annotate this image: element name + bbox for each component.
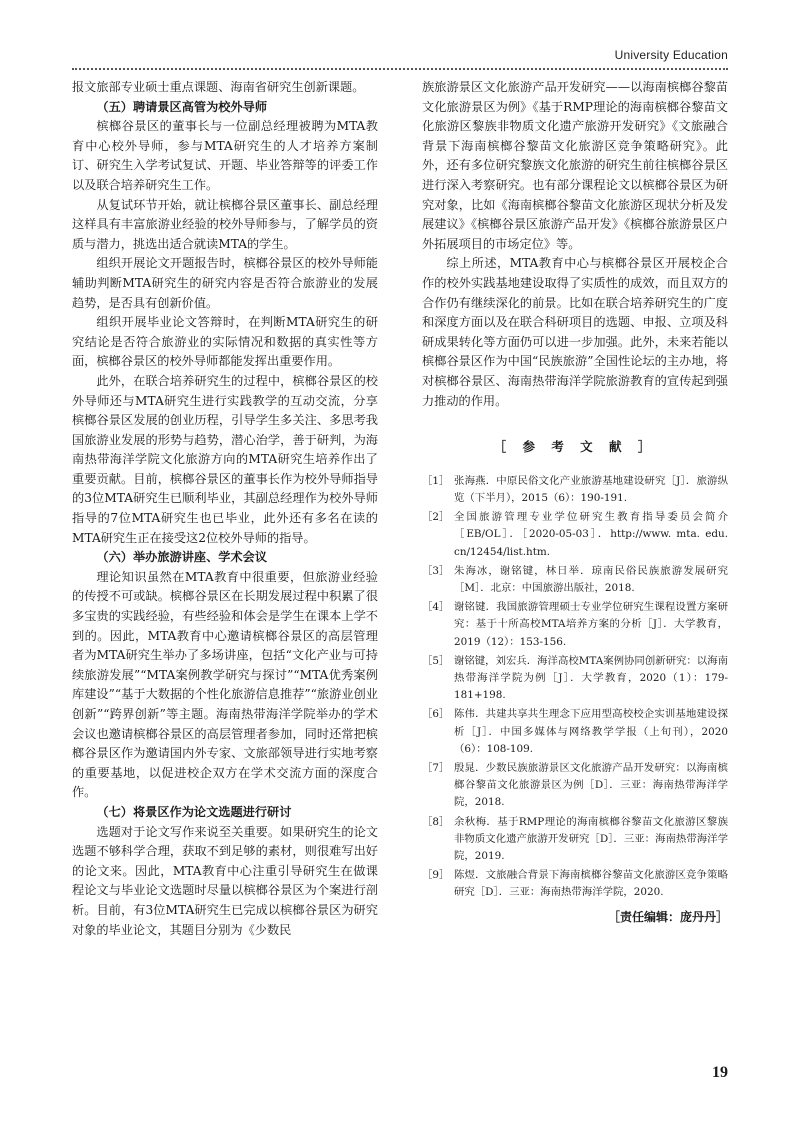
reference-item: [422, 473, 728, 507]
section-5-paragraph: 从复试环节开始，就让槟榔谷景区董事长、副总经理这样具有丰富旅游业经验的校外导师参与，了解学员的资质与潜力，挑选出适合就读MTA的学生。: [72, 197, 378, 251]
reference-item: [422, 653, 728, 705]
reference-number: ［8］: [422, 815, 450, 828]
reference-text: 全国旅游管理专业学位研究生教育指导委员会简介［EB/OL］．［2020-05-03］．http://www. mta. edu. cn/12454/list.htm.: [454, 511, 728, 558]
reference-item: [422, 814, 728, 866]
continuation-paragraph: 族旅游景区文化旅游产品开发研究——以海南槟榔谷黎苗文化旅游景区为例》《基于RMP理论的海南槟榔谷黎苗文化旅游区黎族非物质文化遗产旅游开发研究》《文旅融合背景下海南槟榔谷黎苗文化旅游区竞争策略研究》。此外，还有多位研究黎族文化旅游的研究生前往槟榔谷景区进行深入考察研究。也有部分课程论文以槟榔谷景区为研究对象，比如《海南槟榔谷黎苗文化旅游区现状分析及发展建议》《槟榔谷景区旅游产品开发》《槟榔谷旅游景区户外拓展项目的市场定位》等。: [422, 80, 728, 251]
references-list: [422, 473, 728, 902]
reference-item: [422, 706, 728, 758]
reference-text: 谢铭键，刘宏兵．海洋高校MTA案例协同创新研究：以海南热带海洋学院为例［J］．大学教育，2020（1）：179-181+198.: [454, 654, 728, 702]
section-5-paragraph: 组织开展毕业论文答辩时，在判断MTA研究生的研究结论是否符合旅游业的实际情况和数据的真实性等方面，槟榔谷景区的校外导师都能发挥出重要作用。: [72, 315, 378, 369]
page-number: 19: [712, 1064, 728, 1081]
reference-number: ［9］: [422, 869, 450, 882]
left-column: [72, 78, 378, 940]
responsible-editor: ［责任编辑：庞丹丹］: [607, 909, 728, 924]
header-divider: [72, 68, 728, 70]
reference-text: 陈煜．文旅融合背景下海南槟榔谷黎苗文化旅游区竞争策略研究［D］．三亚：海南热带海洋学院，2020.: [454, 869, 728, 899]
section-5-heading: （五）聘请景区高管为校外导师: [96, 99, 268, 114]
conclusion-paragraph: 综上所述，MTA教育中心与槟榔谷景区开展校企合作的校外实践基地建设取得了实质性的成效，而且双方的合作仍有继续深化的前景。比如在联合培养研究生的广度和深度方面以及在联合科研项目的选题、申报、立项及科研成果转化等方面仍可以进一步加强。此外，未来若能以槟榔谷景区作为中国“民族旅游”全国性论坛的主办地，将对槟榔谷景区、海南热带海洋学院旅游教育的宣传起到强力推动的作用。: [422, 256, 728, 408]
intro-paragraph: 报文旅部专业硕士重点课题、海南省研究生创新课题。: [72, 80, 365, 94]
reference-text: 张海燕．中原民俗文化产业旅游基地建设研究［J］．旅游纵览（下半月），2015（6）：190-191.: [454, 474, 728, 504]
section-7-paragraph: 选题对于论文写作来说至关重要。如果研究生的论文选题不够科学合理，获取不到足够的素材，则很难写出好的论文来。因此，MTA教育中心注重引导研究生在做课程论文与毕业论文选题时尽量以槟榔谷景区为个案进行剖析。目前，有3位MTA研究生已完成以槟榔谷景区为研究对象的毕业论文，其题目分别为《少数民: [72, 824, 378, 937]
reference-text: 殷晁．少数民族旅游景区文化旅游产品开发研究：以海南槟榔谷黎苗文化旅游景区为例［D］．三亚：海南热带海洋学院，2018.: [454, 761, 728, 809]
reference-number: ［4］: [422, 601, 450, 614]
reference-number: ［5］: [422, 654, 450, 667]
reference-item: [422, 563, 728, 597]
reference-text: 余秋梅．基于RMP理论的海南槟榔谷黎苗文化旅游区黎族非物质文化遗产旅游开发研究［D］．三亚：海南热带海洋学院，2019.: [454, 815, 728, 862]
section-6-paragraph: 理论知识虽然在MTA教育中很重要，但旅游业经验的传授不可或缺。槟榔谷景区在长期发展过程中积累了很多宝贵的实践经验，有些经验和体会是学生在课本上学不到的。因此，MTA教育中心邀请槟榔谷景区的高层管理者为MTA研究生举办了多场讲座，包括“文化产业与可持续旅游发展”“MTA案例教学研究与探讨”“MTA优秀案例库建设”“基于大数据的个性化旅游信息推荐”“旅游业创业创新”“跨界创新”等主题。海南热带海洋学院举办的学术会议也邀请槟榔谷景区的高层管理者参加，同时还常把槟榔谷景区作为邀请国内外专家、文旅部领导进行实地考察的重要基地，以促进校企双方在学术交流方面的深度合作。: [72, 569, 378, 800]
section-7-heading: （七）将景区作为论文选题进行研讨: [96, 804, 292, 819]
section-5-paragraph: 此外，在联合培养研究生的过程中，槟榔谷景区的校外导师还与MTA研究生进行实践教学的互动交流，分享槟榔谷景区发展的创业历程，引导学生多关注、多思考我国旅游业发展的形势与趋势，潜心治学，善于研判，为海南热带海洋学院文化旅游方向的MTA研究生培养作出了重要贡献。目前，槟榔谷景区的董事长作为校外导师指导的3位MTA研究生已顺利毕业，其副总经理作为校外导师指导的7位MTA研究生也已毕业，此外还有多名在读的MTA研究生正在接受这2位校外导师的指导。: [72, 373, 378, 545]
reference-text: 陈伟．共建共享共生理念下应用型高校校企实训基地建设探析［J］．中国多媒体与网络教学学报（上旬刊），2020（6）：108-109.: [454, 708, 728, 755]
reference-item: [422, 867, 728, 901]
right-column: [422, 78, 728, 927]
journal-name: University Education: [614, 48, 728, 62]
reference-number: ［1］: [422, 474, 450, 487]
section-5-paragraph: 组织开展论文开题报告时，槟榔谷景区的校外导师能辅助判断MTA研究生的研究内容是否符合旅游业的发展趋势，是否具有创新价值。: [72, 256, 378, 310]
reference-item: [422, 599, 728, 651]
reference-number: ［6］: [422, 708, 450, 721]
reference-text: 谢铭键．我国旅游管理硕士专业学位研究生课程设置方案研究：基于十所高校MTA培养方案的分析［J］．大学教育，2019（12）：153-156.: [454, 601, 728, 648]
reference-number: ［2］: [422, 511, 450, 524]
reference-item: [422, 760, 728, 812]
reference-number: ［3］: [422, 564, 450, 577]
section-6-heading: （六）举办旅游讲座、学术会议: [96, 550, 268, 565]
reference-text: 朱海冰，谢铭键，林日举．琼南民俗民族旅游发展研究［M］．北京：中国旅游出版社，2018.: [454, 564, 728, 594]
reference-number: ［7］: [422, 761, 450, 774]
references-heading: ［ 参 考 文 献 ］: [493, 439, 657, 455]
section-5-paragraph: 槟榔谷景区的董事长与一位副总经理被聘为MTA教育中心校外导师，参与MTA研究生的人才培养方案制订、研究生入学考试复试、开题、毕业答辩等的评委工作以及联合培养研究生工作。: [72, 119, 378, 192]
reference-item: [422, 509, 728, 561]
